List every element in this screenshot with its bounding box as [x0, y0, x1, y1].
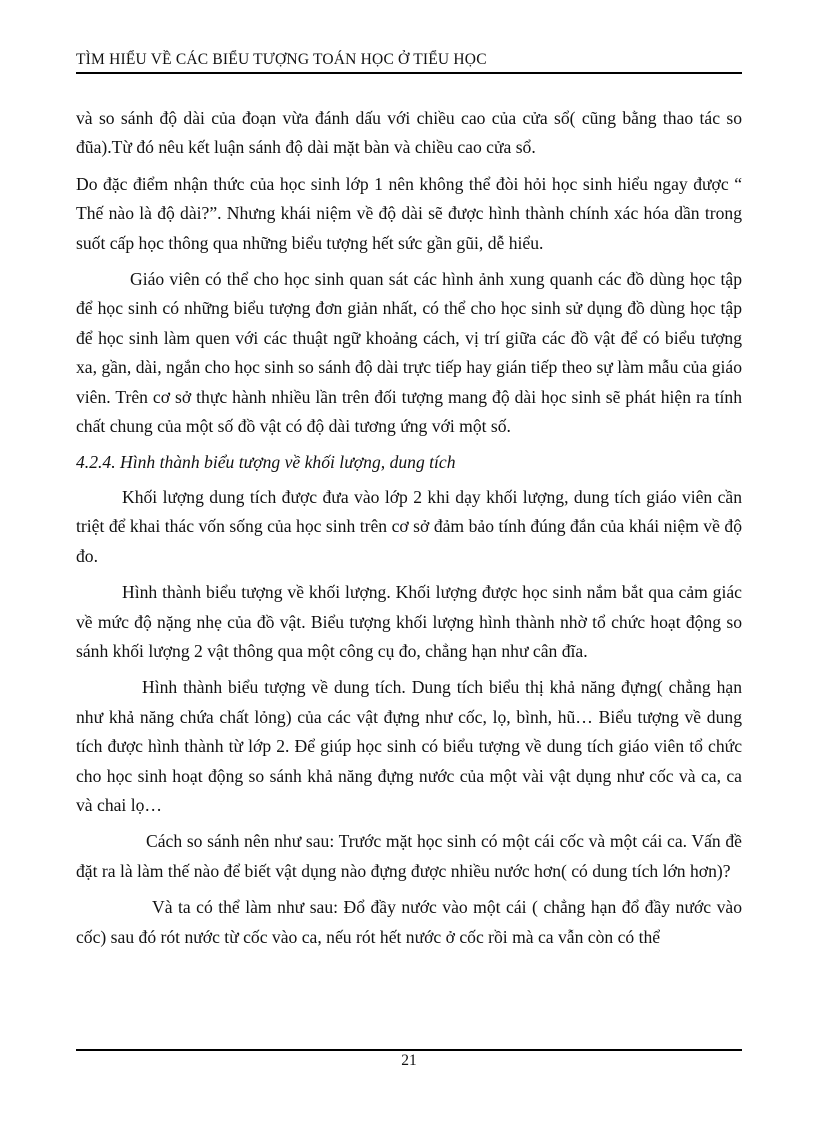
paragraph-capacity-concept: Hình thành biểu tượng về dung tích. Dung tích biểu thị khả năng đựng( chẳng hạn như khả năng chứa chất lỏng) của các vật đựng như cốc, lọ, bình, hũ… Biểu tượng về dung tích được hình thành từ lớp 2. Để giúp học sinh có biểu tượng về dung tích giáo viên tổ chức cho học sinh hoạt động so sánh khả năng đựng nước của một vài vật dụng như cốc và ca, ca và chai lọ…	[76, 677, 742, 815]
section-heading-4-2-4: 4.2.4. Hình thành biểu tượng về khối lượng, dung tích	[76, 452, 456, 473]
running-header: TÌM HIỂU VỀ CÁC BIỂU TƯỢNG TOÁN HỌC Ở TIỂU HỌC	[76, 51, 487, 68]
body-text	[76, 104, 742, 959]
paragraph-procedure: Và ta có thể làm như sau: Đổ đầy nước vào một cái ( chẳng hạn đổ đầy nước vào cốc) sau đó rót nước từ cốc vào ca, nếu rót hết nước ở cốc rồi mà ca vẫn còn có thể	[76, 897, 742, 947]
paragraph-teacher-observation: Giáo viên có thể cho học sinh quan sát các hình ảnh xung quanh các đồ dùng học tập để học sinh có những biểu tượng đơn giản nhất, có thể cho học sinh sử dụng đồ dùng học tập để học sinh làm quen với các thuật ngữ khoảng cách, vị trí giữa các đồ vật để có biểu tượng xa, gần, dài, ngắn cho học sinh so sánh độ dài trực tiếp hay gián tiếp theo sự làm mẫu của giáo viên. Trên cơ sở thực hành nhiều lần trên đối tượng mang độ dài học sinh sẽ phát hiện ra tính chất chung của một số đồ vật có độ dài tương ứng với một số.	[76, 269, 742, 437]
paragraph-mass-concept: Hình thành biểu tượng về khối lượng. Khối lượng được học sinh nắm bắt qua cảm giác về mức độ nặng nhẹ của đồ vật. Biểu tượng khối lượng hình thành nhờ tổ chức hoạt động so sánh khối lượng 2 vật thông qua một công cụ đo, chẳng hạn như cân đĩa.	[76, 582, 742, 661]
page-number: 21	[401, 1052, 417, 1069]
paragraph-comparison-method: Cách so sánh nên như sau: Trước mặt học sinh có một cái cốc và một cái ca. Vấn đề đặt ra là làm thế nào để biết vật dụng nào đựng được nhiều nước hơn( có dung tích lớn hơn)?	[76, 831, 742, 881]
footer-rule	[76, 1049, 742, 1051]
header-rule	[76, 72, 742, 74]
paragraph-mass-capacity-intro: Khối lượng dung tích được đưa vào lớp 2 khi dạy khối lượng, dung tích giáo viên cần triệt để khai thác vốn sống của học sinh trên cơ sở đảm bảo tính đúng đắn của khái niệm về độ đo.	[76, 486, 742, 566]
paragraph-length-concept: Do đặc điểm nhận thức của học sinh lớp 1 nên không thể đòi hỏi học sinh hiểu ngay được “ Thế nào là độ dài?”. Nhưng khái niệm về độ dài sẽ được hình thành chính xác hóa dần trong suốt cấp học thông qua những biểu tượng hết sức gần gũi, dễ hiểu.	[76, 173, 742, 253]
paragraph-continuation: và so sánh độ dài của đoạn vừa đánh dấu với chiều cao của cửa sổ( cũng bằng thao tác so đũa).Từ đó nêu kết luận sánh độ dài mặt bàn và chiều cao cửa sổ.	[76, 108, 742, 158]
